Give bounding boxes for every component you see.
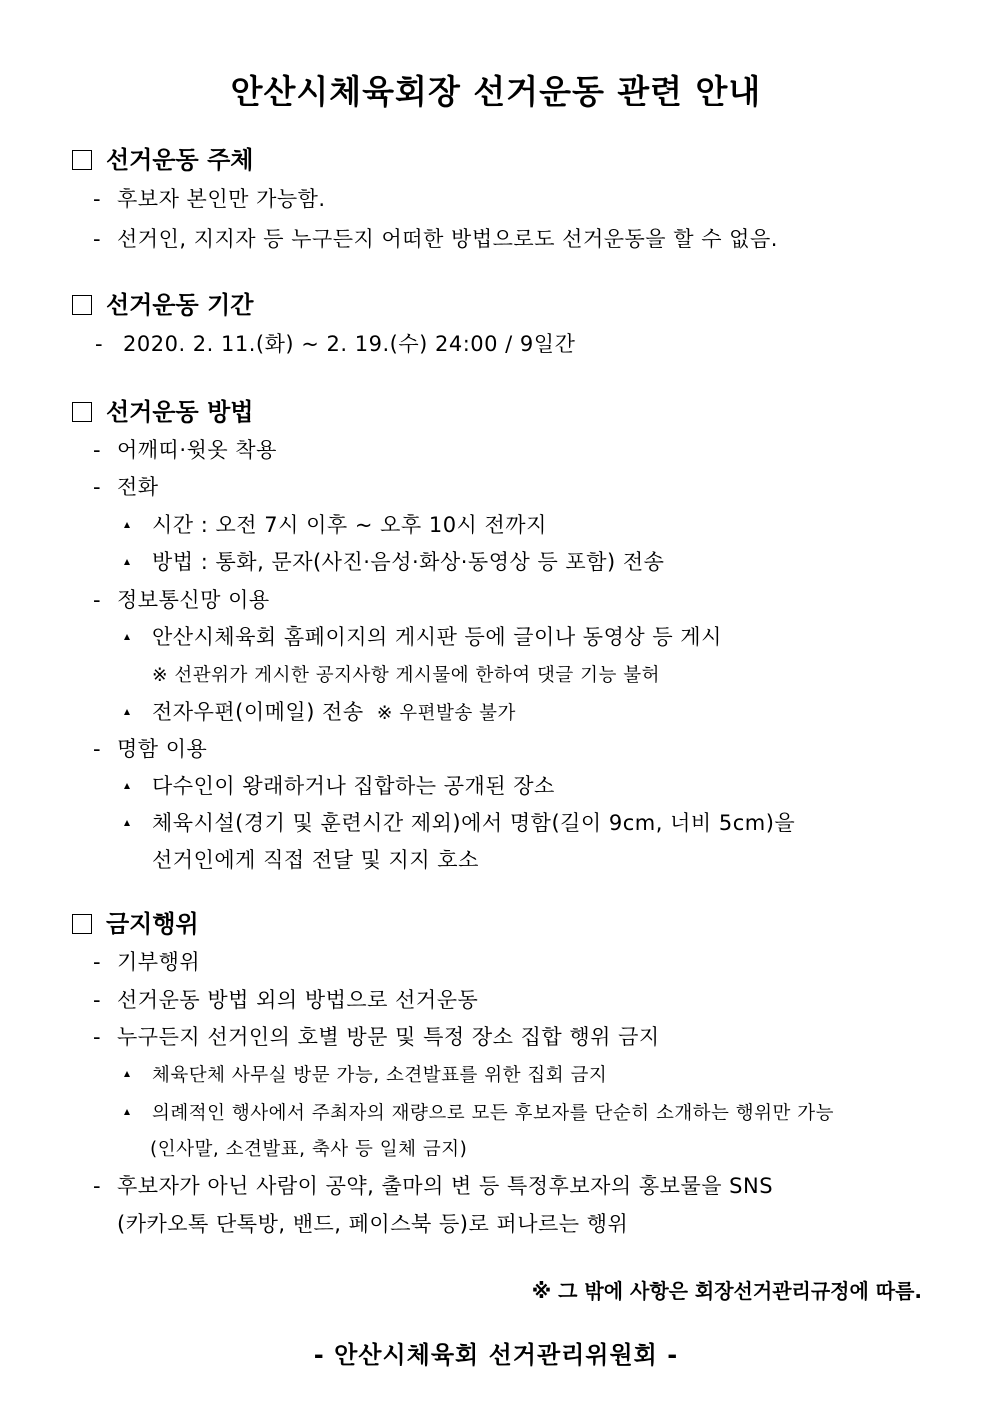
triangle-bullet-icon (124, 559, 130, 565)
triangle-bullet-icon (124, 634, 130, 640)
list-item: - 누구든지 선거인의 호별 방문 및 특정 장소 집합 행위 금지 (93, 1025, 660, 1049)
checkbox-square-icon (72, 914, 92, 934)
sub-list-item: 의례적인 행사에서 주최자의 재량으로 모든 후보자를 단순히 소개하는 행위만 가능 (124, 1099, 834, 1125)
section-heading-method: 선거운동 방법 (72, 392, 253, 427)
sub-list-item: 전자우편(이메일) 전송 ※ 우편발송 불가 (124, 696, 516, 726)
list-item: - 전화 (93, 475, 159, 499)
sub-list-item: 체육시설(경기 및 훈련시간 제외)에서 명함(길이 9cm, 너비 5cm)을 (124, 807, 795, 837)
sub-list-item: 안산시체육회 홈페이지의 게시판 등에 글이나 동영상 등 게시 (124, 621, 722, 651)
list-item: - 선거운동 방법 외의 방법으로 선거운동 (93, 988, 479, 1012)
list-item: - 후보자가 아닌 사람이 공약, 출마의 변 등 특정후보자의 홍보물을 SNS (93, 1174, 774, 1198)
list-item: - 후보자 본인만 가능함. (93, 187, 326, 211)
list-item: - 선거인, 지지자 등 누구든지 어떠한 방법으로도 선거운동을 할 수 없음. (93, 227, 778, 251)
triangle-bullet-icon (124, 820, 130, 826)
checkbox-square-icon (72, 295, 92, 315)
triangle-bullet-icon (124, 709, 130, 715)
note-line: ※ 선관위가 게시한 공지사항 게시물에 한하여 댓글 기능 불허 (152, 665, 660, 686)
sub-list-continuation: 선거인에게 직접 전달 및 지지 호소 (152, 848, 479, 872)
sub-list-item: 시간 : 오전 7시 이후 ~ 오후 10시 전까지 (124, 509, 547, 539)
triangle-bullet-icon (124, 1109, 130, 1115)
triangle-bullet-icon (124, 783, 130, 789)
triangle-bullet-icon (124, 1071, 130, 1077)
list-item: - 기부행위 (93, 950, 201, 974)
section-heading-period: 선거운동 기간 (72, 285, 253, 320)
section-heading-subject: 선거운동 주체 (72, 140, 253, 175)
list-item-continuation: (카카오톡 단톡방, 밴드, 페이스북 등)로 퍼나르는 행위 (117, 1212, 629, 1236)
sub-list-continuation: (인사말, 소견발표, 축사 등 일체 금지) (150, 1139, 468, 1160)
sub-list-item: 체육단체 사무실 방문 가능, 소견발표를 위한 집회 금지 (124, 1061, 607, 1087)
list-item: - 명함 이용 (93, 737, 208, 761)
triangle-bullet-icon (124, 522, 130, 528)
issuer-footer: - 안산시체육회 선거관리위원회 - (313, 1341, 679, 1369)
checkbox-square-icon (72, 402, 92, 422)
checkbox-square-icon (72, 150, 92, 170)
list-item: - 정보통신망 이용 (93, 588, 270, 612)
section-heading-prohibited: 금지행위 (72, 904, 199, 939)
list-item: - 2020. 2. 11.(화) ~ 2. 19.(수) 24:00 / 9일간 (95, 332, 576, 356)
page-title: 안산시체육회장 선거운동 관련 안내 (230, 72, 762, 111)
sub-list-item: 다수인이 왕래하거나 집합하는 공개된 장소 (124, 770, 555, 800)
list-item: - 어깨띠·윗옷 착용 (93, 438, 277, 462)
sub-list-item: 방법 : 통화, 문자(사진·음성·화상·동영상 등 포함) 전송 (124, 546, 664, 576)
closing-note: ※ 그 밖에 사항은 회장선거관리규정에 따름. (531, 1279, 922, 1303)
